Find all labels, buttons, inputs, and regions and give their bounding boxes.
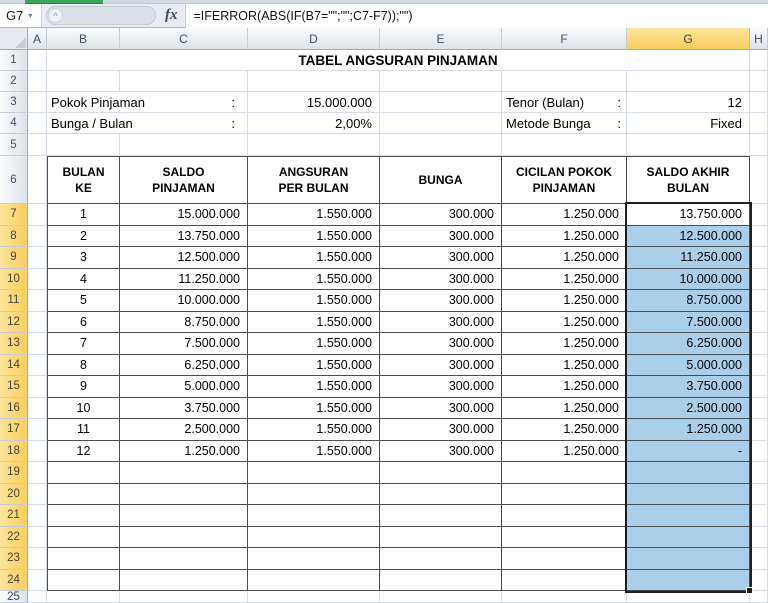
row-header-21[interactable]: 21 (0, 505, 28, 527)
cell-D16[interactable]: 1.550.000 (248, 398, 380, 420)
cell-H7[interactable] (750, 204, 768, 226)
cell-H22[interactable] (750, 527, 768, 549)
cell-E4[interactable] (380, 113, 502, 134)
row-header-8[interactable]: 8 (0, 226, 28, 248)
cell-C23[interactable] (120, 548, 248, 570)
cell-B9[interactable]: 3 (47, 247, 120, 269)
header-line: CICILAN POKOK (516, 164, 612, 179)
row-header-2[interactable]: 2 (0, 71, 28, 92)
chevron-up-icon[interactable]: ^ (48, 8, 63, 23)
cell-E14[interactable]: 300.000 (380, 355, 502, 377)
cell-E19[interactable] (380, 462, 502, 484)
cell-H8[interactable] (750, 226, 768, 248)
cell-G20[interactable] (627, 484, 750, 506)
loan-separator: : (617, 94, 621, 110)
column-header-G[interactable]: G (627, 28, 750, 50)
cell-E12[interactable]: 300.000 (380, 312, 502, 334)
cell-C2[interactable] (120, 71, 248, 92)
cell-F15[interactable]: 1.250.000 (502, 376, 627, 398)
cell-B4[interactable] (47, 113, 248, 134)
cell-H9[interactable] (750, 247, 768, 269)
table-header-cell-G6[interactable] (627, 156, 750, 204)
cell-C14[interactable]: 6.250.000 (120, 355, 248, 377)
cell-C18[interactable]: 1.250.000 (120, 441, 248, 463)
cell-D19[interactable] (248, 462, 380, 484)
cell-D12[interactable]: 1.550.000 (248, 312, 380, 334)
cell-B2[interactable] (47, 71, 120, 92)
formula-input[interactable]: =IFERROR(ABS(IF(B7="";"";C7-F7));"") (186, 4, 768, 28)
cell-A6[interactable] (28, 156, 47, 204)
cell-B14[interactable]: 8 (47, 355, 120, 377)
sheet-row-14 (0, 355, 768, 377)
name-box-dropdown-icon[interactable]: ▾ (28, 11, 33, 20)
sheet-row-12 (0, 312, 768, 334)
cell-H16[interactable] (750, 398, 768, 420)
cell-E15[interactable]: 300.000 (380, 376, 502, 398)
cell-B5[interactable] (47, 134, 120, 156)
header-line: BUNGA (418, 172, 463, 187)
table-header-cell-D6[interactable] (248, 156, 380, 204)
cell-F10[interactable]: 1.250.000 (502, 269, 627, 291)
cell-A11[interactable] (28, 290, 47, 312)
row-header-18[interactable]: 18 (0, 441, 28, 463)
row-header-19[interactable]: 19 (0, 462, 28, 484)
cell-G16[interactable]: 2.500.000 (627, 398, 750, 420)
cell-G2[interactable] (627, 71, 750, 92)
cell-D25[interactable] (248, 591, 380, 603)
cell-B19[interactable] (47, 462, 120, 484)
cell-C17[interactable]: 2.500.000 (120, 419, 248, 441)
cell-D2[interactable] (248, 71, 380, 92)
cell-F12[interactable]: 1.250.000 (502, 312, 627, 334)
cell-H21[interactable] (750, 505, 768, 527)
cell-F24[interactable] (502, 570, 627, 592)
header-line: ANGSURAN (278, 164, 349, 179)
cell-B3[interactable] (47, 92, 248, 113)
row-header-20[interactable]: 20 (0, 484, 28, 506)
sheet-row-15 (0, 376, 768, 398)
cell-E13[interactable]: 300.000 (380, 333, 502, 355)
cell-A14[interactable] (28, 355, 47, 377)
cell-F21[interactable] (502, 505, 627, 527)
cell-H15[interactable] (750, 376, 768, 398)
cell-B21[interactable] (47, 505, 120, 527)
header-line: BULAN (62, 164, 105, 179)
cell-C11[interactable]: 10.000.000 (120, 290, 248, 312)
sheet-row-7 (0, 204, 768, 226)
cell-E25[interactable] (380, 591, 502, 603)
cell-G10[interactable]: 10.000.000 (627, 269, 750, 291)
sheet-row-1 (0, 50, 768, 71)
cell-A16[interactable] (28, 398, 47, 420)
cell-D13[interactable]: 1.550.000 (248, 333, 380, 355)
cell-F25[interactable] (502, 591, 627, 603)
ribbon-bottom-edge (0, 0, 768, 4)
cell-D17[interactable]: 1.550.000 (248, 419, 380, 441)
row-header-17[interactable]: 17 (0, 419, 28, 441)
row-header-4[interactable]: 4 (0, 113, 28, 134)
cell-B22[interactable] (47, 527, 120, 549)
sheet-row-13 (0, 333, 768, 355)
table-header-cell-F6[interactable] (502, 156, 627, 204)
cell-B13[interactable]: 7 (47, 333, 120, 355)
cell-D24[interactable] (248, 570, 380, 592)
sheet-row-25 (0, 591, 768, 603)
cell-G19[interactable] (627, 462, 750, 484)
row-header-16[interactable]: 16 (0, 398, 28, 420)
cell-H12[interactable] (750, 312, 768, 334)
cell-D4[interactable]: 2,00% (248, 113, 380, 134)
cell-E10[interactable]: 300.000 (380, 269, 502, 291)
cell-H18[interactable] (750, 441, 768, 463)
cell-G21[interactable] (627, 505, 750, 527)
cell-G15[interactable]: 3.750.000 (627, 376, 750, 398)
cell-E11[interactable]: 300.000 (380, 290, 502, 312)
cell-C5[interactable] (120, 134, 248, 156)
row-header-15[interactable]: 15 (0, 376, 28, 398)
cell-G5[interactable] (627, 134, 750, 156)
cell-C12[interactable]: 8.750.000 (120, 312, 248, 334)
cell-C16[interactable]: 3.750.000 (120, 398, 248, 420)
cell-B7[interactable]: 1 (47, 204, 120, 226)
cell-H10[interactable] (750, 269, 768, 291)
cell-A17[interactable] (28, 419, 47, 441)
cell-B16[interactable]: 10 (47, 398, 120, 420)
row-header-7[interactable]: 7 (0, 204, 28, 226)
cell-F17[interactable]: 1.250.000 (502, 419, 627, 441)
cell-E24[interactable] (380, 570, 502, 592)
sheet-row-9 (0, 247, 768, 269)
cell-F22[interactable] (502, 527, 627, 549)
cell-D8[interactable]: 1.550.000 (248, 226, 380, 248)
header-line: SALDO (162, 164, 205, 179)
fx-icon[interactable]: fx (165, 6, 178, 23)
cell-G18[interactable]: - (627, 441, 750, 463)
cell-C20[interactable] (120, 484, 248, 506)
loan-label: Pokok Pinjaman (51, 94, 145, 110)
cell-E2[interactable] (380, 71, 502, 92)
cell-E8[interactable]: 300.000 (380, 226, 502, 248)
row-header-11[interactable]: 11 (0, 290, 28, 312)
cell-G14[interactable]: 5.000.000 (627, 355, 750, 377)
cell-F11[interactable]: 1.250.000 (502, 290, 627, 312)
cell-F9[interactable]: 1.250.000 (502, 247, 627, 269)
header-line: BULAN (667, 181, 709, 195)
column-header-E[interactable]: E (380, 28, 502, 50)
cell-A18[interactable] (28, 441, 47, 463)
cell-E23[interactable] (380, 548, 502, 570)
loan-label: Metode Bunga (506, 115, 591, 131)
cell-D22[interactable] (248, 527, 380, 549)
cell-A23[interactable] (28, 548, 47, 570)
sheet-row-6 (0, 156, 768, 204)
loan-separator: : (231, 115, 235, 131)
cell-F5[interactable] (502, 134, 627, 156)
cell-F8[interactable]: 1.250.000 (502, 226, 627, 248)
cell-F7[interactable]: 1.250.000 (502, 204, 627, 226)
column-header-D[interactable]: D (248, 28, 380, 50)
cell-E21[interactable] (380, 505, 502, 527)
table-header-cell-E6[interactable] (380, 156, 502, 204)
sheet-row-17 (0, 419, 768, 441)
cell-A22[interactable] (28, 527, 47, 549)
cell-C19[interactable] (120, 462, 248, 484)
cell-D23[interactable] (248, 548, 380, 570)
cell-G4[interactable]: Fixed (627, 113, 750, 134)
row-header-12[interactable]: 12 (0, 312, 28, 334)
cell-A2[interactable] (28, 71, 47, 92)
cell-H23[interactable] (750, 548, 768, 570)
cell-A13[interactable] (28, 333, 47, 355)
cell-D7[interactable]: 1.550.000 (248, 204, 380, 226)
cell-H19[interactable] (750, 462, 768, 484)
cell-G23[interactable] (627, 548, 750, 570)
sheet-grid (0, 28, 768, 603)
sheet-row-4 (0, 113, 768, 134)
header-line: PINJAMAN (152, 181, 215, 195)
header-line: KE (75, 181, 92, 195)
title-cell[interactable]: TABEL ANGSURAN PINJAMAN (47, 50, 750, 71)
cell-G9[interactable]: 11.250.000 (627, 247, 750, 269)
cell-D21[interactable] (248, 505, 380, 527)
cell-A5[interactable] (28, 134, 47, 156)
cell-A12[interactable] (28, 312, 47, 334)
cell-B12[interactable]: 6 (47, 312, 120, 334)
cell-G13[interactable]: 6.250.000 (627, 333, 750, 355)
row-header-22[interactable]: 22 (0, 527, 28, 549)
column-header-A[interactable]: A (28, 28, 47, 50)
cell-A7[interactable] (28, 204, 47, 226)
cell-H3[interactable] (750, 92, 768, 113)
cell-B17[interactable]: 11 (47, 419, 120, 441)
row-header-1[interactable]: 1 (0, 50, 28, 71)
row-header-10[interactable]: 10 (0, 269, 28, 291)
cell-G25[interactable] (627, 591, 750, 603)
cell-D10[interactable]: 1.550.000 (248, 269, 380, 291)
column-header-F[interactable]: F (502, 28, 627, 50)
row-header-24[interactable]: 24 (0, 570, 28, 592)
cell-H20[interactable] (750, 484, 768, 506)
sheet-row-11 (0, 290, 768, 312)
cell-H13[interactable] (750, 333, 768, 355)
header-line: PER BULAN (278, 181, 349, 195)
cell-H5[interactable] (750, 134, 768, 156)
cell-D9[interactable]: 1.550.000 (248, 247, 380, 269)
cell-C24[interactable] (120, 570, 248, 592)
name-box-value: G7 (6, 8, 24, 23)
cell-A3[interactable] (28, 92, 47, 113)
header-line: PINJAMAN (532, 181, 596, 195)
cell-G24[interactable] (627, 570, 750, 592)
cell-E17[interactable]: 300.000 (380, 419, 502, 441)
cell-D18[interactable]: 1.550.000 (248, 441, 380, 463)
loan-label: Bunga / Bulan (51, 115, 133, 131)
row-header-25[interactable]: 25 (0, 591, 28, 603)
sheet-row-22 (0, 527, 768, 549)
row-header-9[interactable]: 9 (0, 247, 28, 269)
sheet-row-23 (0, 548, 768, 570)
cell-G17[interactable]: 1.250.000 (627, 419, 750, 441)
cell-A21[interactable] (28, 505, 47, 527)
cell-B24[interactable] (47, 570, 120, 592)
cell-E9[interactable]: 300.000 (380, 247, 502, 269)
cell-D11[interactable]: 1.550.000 (248, 290, 380, 312)
cell-C10[interactable]: 11.250.000 (120, 269, 248, 291)
cell-B10[interactable]: 4 (47, 269, 120, 291)
loan-separator: : (617, 115, 621, 131)
cell-B23[interactable] (47, 548, 120, 570)
cell-G12[interactable]: 7.500.000 (627, 312, 750, 334)
sheet-row-24 (0, 570, 768, 592)
cell-A9[interactable] (28, 247, 47, 269)
cell-A10[interactable] (28, 269, 47, 291)
cell-C13[interactable]: 7.500.000 (120, 333, 248, 355)
sheet-row-19 (0, 462, 768, 484)
cell-F2[interactable] (502, 71, 627, 92)
cell-C7[interactable]: 15.000.000 (120, 204, 248, 226)
loan-label: Tenor (Bulan) (506, 94, 585, 110)
cell-F18[interactable]: 1.250.000 (502, 441, 627, 463)
sheet-row-3 (0, 92, 768, 113)
cell-G3[interactable]: 12 (627, 92, 750, 113)
row-header-6[interactable]: 6 (0, 156, 28, 204)
sheet-row-16 (0, 398, 768, 420)
fill-handle[interactable] (746, 587, 753, 594)
row-header-5[interactable]: 5 (0, 134, 28, 156)
row-header-23[interactable]: 23 (0, 548, 28, 570)
cell-F4[interactable] (502, 113, 627, 134)
formula-bar (0, 0, 768, 28)
cell-E7[interactable]: 300.000 (380, 204, 502, 226)
table-header-cell-B6[interactable] (47, 156, 120, 204)
cell-A4[interactable] (28, 113, 47, 134)
column-header-H[interactable]: H (750, 28, 768, 50)
cell-F20[interactable] (502, 484, 627, 506)
cell-C9[interactable]: 12.500.000 (120, 247, 248, 269)
sheet-row-18 (0, 441, 768, 463)
cell-C8[interactable]: 13.750.000 (120, 226, 248, 248)
cell-F3[interactable] (502, 92, 627, 113)
cell-H6[interactable] (750, 156, 768, 204)
sheet-row-8 (0, 226, 768, 248)
cell-E20[interactable] (380, 484, 502, 506)
cell-F16[interactable]: 1.250.000 (502, 398, 627, 420)
cell-B8[interactable]: 2 (47, 226, 120, 248)
cell-C15[interactable]: 5.000.000 (120, 376, 248, 398)
cell-G11[interactable]: 8.750.000 (627, 290, 750, 312)
sheet-row-20 (0, 484, 768, 506)
row-header-13[interactable]: 13 (0, 333, 28, 355)
column-header-row (0, 28, 768, 50)
cell-C25[interactable] (120, 591, 248, 603)
cell-B25[interactable] (47, 591, 120, 603)
cell-B15[interactable]: 9 (47, 376, 120, 398)
name-box[interactable] (0, 4, 42, 27)
cell-E3[interactable] (380, 92, 502, 113)
formula-bar-collapse-button[interactable] (46, 6, 156, 25)
cell-C22[interactable] (120, 527, 248, 549)
cell-B18[interactable]: 12 (47, 441, 120, 463)
cell-E5[interactable] (380, 134, 502, 156)
cell-D20[interactable] (248, 484, 380, 506)
select-all-triangle-icon (15, 37, 26, 48)
row-header-14[interactable]: 14 (0, 355, 28, 377)
cell-G7[interactable]: 13.750.000 (627, 204, 750, 226)
cell-A15[interactable] (28, 376, 47, 398)
sheet-row-5 (0, 134, 768, 156)
cell-D15[interactable]: 1.550.000 (248, 376, 380, 398)
cell-H11[interactable] (750, 290, 768, 312)
cell-B20[interactable] (47, 484, 120, 506)
select-all-button[interactable] (0, 28, 28, 50)
cell-G8[interactable]: 12.500.000 (627, 226, 750, 248)
sheet-row-10 (0, 269, 768, 291)
cell-A20[interactable] (28, 484, 47, 506)
column-header-B[interactable]: B (47, 28, 120, 50)
cell-A19[interactable] (28, 462, 47, 484)
cell-A8[interactable] (28, 226, 47, 248)
sheet-row-2 (0, 71, 768, 92)
sheet-row-21 (0, 505, 768, 527)
header-line: SALDO AKHIR (646, 164, 730, 179)
cell-C21[interactable] (120, 505, 248, 527)
cell-D14[interactable]: 1.550.000 (248, 355, 380, 377)
cell-G22[interactable] (627, 527, 750, 549)
cell-D3[interactable]: 15.000.000 (248, 92, 380, 113)
cell-F14[interactable]: 1.250.000 (502, 355, 627, 377)
cell-H4[interactable] (750, 113, 768, 134)
cell-E22[interactable] (380, 527, 502, 549)
cell-H2[interactable] (750, 71, 768, 92)
cell-H1[interactable] (750, 50, 768, 71)
row-header-3[interactable]: 3 (0, 92, 28, 113)
cell-A25[interactable] (28, 591, 47, 603)
cell-A24[interactable] (28, 570, 47, 592)
cell-F23[interactable] (502, 548, 627, 570)
cell-E16[interactable]: 300.000 (380, 398, 502, 420)
column-header-C[interactable]: C (120, 28, 248, 50)
loan-separator: : (231, 94, 235, 110)
cell-F19[interactable] (502, 462, 627, 484)
cell-H17[interactable] (750, 419, 768, 441)
table-header-cell-C6[interactable] (120, 156, 248, 204)
cell-E18[interactable]: 300.000 (380, 441, 502, 463)
cell-F13[interactable]: 1.250.000 (502, 333, 627, 355)
cell-A1[interactable] (28, 50, 47, 71)
cell-H14[interactable] (750, 355, 768, 377)
cell-B11[interactable]: 5 (47, 290, 120, 312)
cell-D5[interactable] (248, 134, 380, 156)
